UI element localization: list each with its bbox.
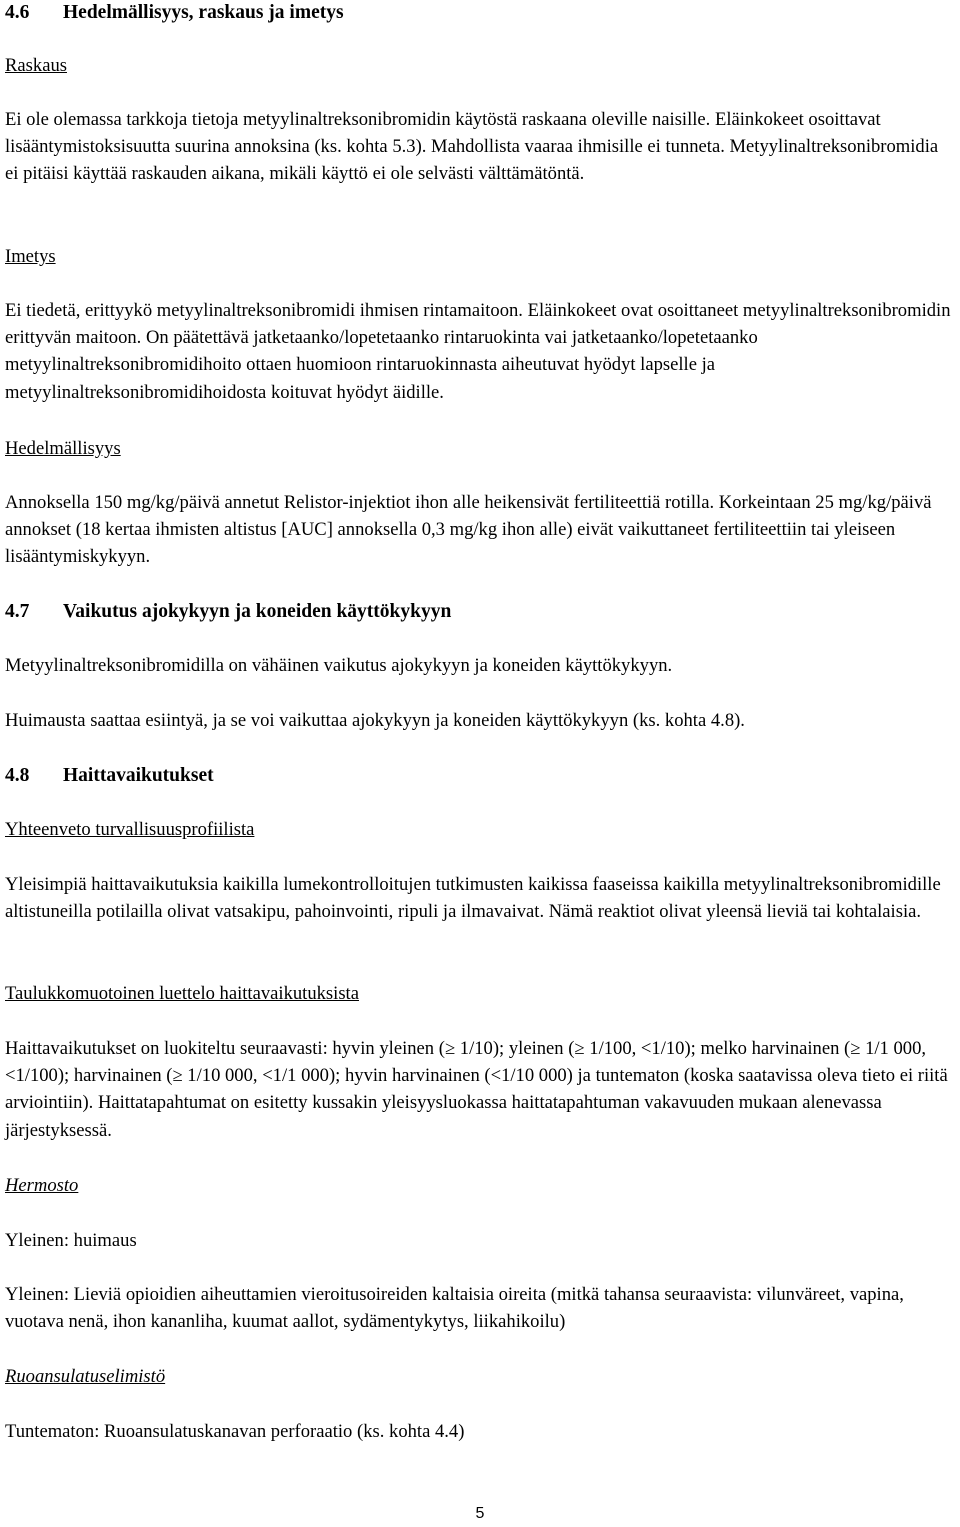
section-title: Hedelmällisyys, raskaus ja imetys xyxy=(63,2,344,23)
subheading-hermosto: Hermosto xyxy=(5,1175,79,1196)
subheading-hedelmallisyys: Hedelmällisyys xyxy=(5,438,121,459)
paragraph-ajokyky-2: Huimausta saattaa esiintyä, ja se voi vaikuttaa ajokykyyn ja koneiden käyttökykyyn (ks. kohta 4.8). xyxy=(5,710,745,731)
paragraph-yhteenveto: Yleisimpiä haittavaikutuksia kaikilla lumekontrolloitujen tutkimusten kaikissa faaseissa kaikilla metyylinaltreksonibromidille altistuneilla potilailla olivat vatsakipu, pahoinvointi, ripuli ja ilmavaivat. Nämä reaktiot olivat yleensä lieviä tai kohtalaisia. xyxy=(5,874,941,923)
section-heading-4-7 xyxy=(5,598,955,625)
section-title: Haittavaikutukset xyxy=(63,765,214,786)
paragraph-ajokyky-1: Metyylinaltreksonibromidilla on vähäinen vaikutus ajokykyyn ja koneiden käyttökykyyn. xyxy=(5,655,673,676)
subheading-raskaus: Raskaus xyxy=(5,55,67,76)
paragraph-hermosto-1: Yleinen: huimaus xyxy=(5,1230,137,1251)
paragraph-imetys: Ei tiedetä, erittyykö metyylinaltreksonibromidi ihmisen rintamaitoon. Eläinkokeet ovat osoittaneet metyylinaltreksonibromidin erittyvän maitoon. On päätettävä jatketaanko/lopetetaanko rintaruokinta vai jatketaanko/lopetetaanko metyylinaltreksonibromidihoito ottaen huomioon rintaruokinnasta aiheutuvat hyödyt lapselle ja metyylinaltreksonibromidihoidosta koituvat hyödyt äidille. xyxy=(5,300,951,403)
section-number: 4.6 xyxy=(5,2,30,23)
paragraph-raskaus: Ei ole olemassa tarkkoja tietoja metyylinaltreksonibromidin käytöstä raskaana oleville naisille. Eläinkokeet osoittavat lisääntymistoksisuutta suurina annoksina (ks. kohta 5.3). Mahdollista vaaraa ihmisille ei tunneta. Metyylinaltreksonibromidia ei pitäisi käyttää raskauden aikana, mikäli käyttö ei ole selvästi välttämätöntä. xyxy=(5,109,939,185)
section-heading-4-6 xyxy=(5,0,955,26)
paragraph-hedelmallisyys: Annoksella 150 mg/kg/päivä annetut Relistor-injektiot ihon alle heikensivät fertiliteettiä rotilla. Korkeintaan 25 mg/kg/päivä annokset (18 kertaa ihmisten altistus [AUC] annoksella 0,3 mg/kg ihon alle) eivät vaikuttaneet fertiliteettiin tai yleiseen lisääntymiskykyyn. xyxy=(5,492,932,568)
page-number: 5 xyxy=(475,1505,485,1522)
paragraph-ruoansulatus-1: Tuntematon: Ruoansulatuskanavan perforaatio (ks. kohta 4.4) xyxy=(5,1421,465,1442)
subheading-taulukko: Taulukkomuotoinen luettelo haittavaikutuksista xyxy=(5,983,359,1004)
subheading-ruoansulatus: Ruoansulatuselimistö xyxy=(5,1366,166,1387)
section-heading-4-8 xyxy=(5,762,955,789)
paragraph-taulukko: Haittavaikutukset on luokiteltu seuraavasti: hyvin yleinen (≥ 1/10); yleinen (≥ 1/100, <1/10); melko harvinainen (≥ 1/1 000, <1/100); harvinainen (≥ 1/10 000, <1/1 000); hyvin harvinainen (<1/10 000) ja tuntematon (koska saatavissa oleva tieto ei riitä arviointiin). Haittatapahtumat on esitetty kussakin yleisyysluokassa haittatapahtuman vakavuuden mukaan alenevassa järjestyksessä. xyxy=(5,1038,948,1141)
section-number: 4.8 xyxy=(5,765,30,786)
paragraph-hermosto-2: Yleinen: Lieviä opioidien aiheuttamien vieroitusoireiden kaltaisia oireita (mitkä tahansa seuraavista: vilunväreet, vapina, vuotava nenä, ihon kananliha, kuumat aallot, sydämentykytys, liikahikoilu) xyxy=(5,1284,904,1333)
section-number: 4.7 xyxy=(5,601,30,622)
subheading-yhteenveto: Yhteenveto turvallisuusprofiilista xyxy=(5,819,255,840)
subheading-imetys: Imetys xyxy=(5,246,56,267)
section-title: Vaikutus ajokykyyn ja koneiden käyttökykyyn xyxy=(63,601,452,622)
